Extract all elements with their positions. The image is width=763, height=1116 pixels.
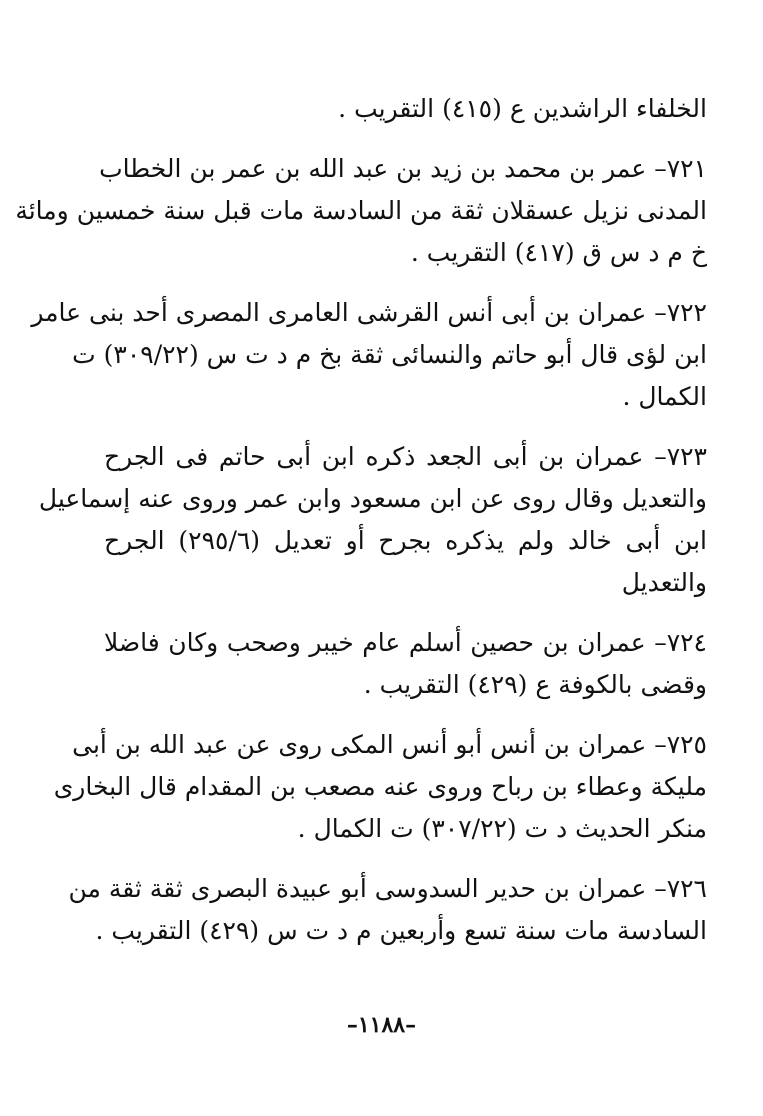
text-line: ٧٢١– عمر بن محمد بن زيد بن عبد الله بن عمر بن الخطاب (99, 154, 707, 183)
text-line: ابن لؤى قال أبو حاتم والنسائى ثقة بخ م د ت س (٣٠٩/٢٢) ت (72, 340, 707, 369)
text-line: منكر الحديث د ت (٣٠٧/٢٢) ت الكمال . (297, 814, 707, 843)
text-line: السادسة مات سنة تسع وأربعين م د ت س (٤٢٩) التقريب . (95, 916, 707, 945)
text-line: ٧٢٤– عمران بن حصين أسلم عام خيبر وصحب وكان فاضلا (104, 628, 707, 657)
text-line: والتعديل (621, 568, 707, 597)
text-line: خ م د س ق (٤١٧) التقريب . (410, 238, 707, 267)
entry-block (68, 868, 707, 952)
text-line: وقضى بالكوفة ع (٤٢٩) التقريب . (363, 670, 707, 699)
entry-block (31, 292, 707, 418)
text-line: الكمال . (622, 382, 707, 411)
entry-block (15, 148, 707, 274)
text-line: ٧٢٢– عمران بن أبى أنس القرشى العامرى المصرى أحد بنى عامر (31, 298, 707, 327)
text-line: والتعديل وقال روى عن ابن مسعود وابن عمر وروى عنه إسماعيل (38, 484, 707, 513)
text-line: ٧٢٣– عمران بن أبى الجعد ذكره ابن أبى حاتم فى الجرح (104, 442, 707, 471)
entry-block (104, 88, 707, 130)
text-line: مليكة وعطاء بن رباح وروى عنه مصعب بن المقدام قال البخارى (53, 772, 707, 801)
text-line: المدنى نزيل عسقلان ثقة من السادسة مات قبل سنة خمسين ومائة (15, 196, 707, 225)
text-line: ٧٢٦– عمران بن حدير السدوسى أبو عبيدة البصرى ثقة ثقة من (68, 874, 707, 903)
entry-block (104, 622, 707, 706)
page-number: –١١٨٨– (346, 1012, 417, 1038)
text-line: ابن أبى خالد ولم يذكره بجرح أو تعديل (٢٩٥/٦) الجرح (104, 526, 707, 555)
entry-block (38, 436, 707, 604)
text-line: الخلفاء الراشدين ع (٤١٥) التقريب . (338, 94, 707, 123)
text-line: ٧٢٥– عمران بن أنس أبو أنس المكى روى عن عبد الله بن أبى (72, 730, 707, 759)
entry-block (53, 724, 707, 850)
